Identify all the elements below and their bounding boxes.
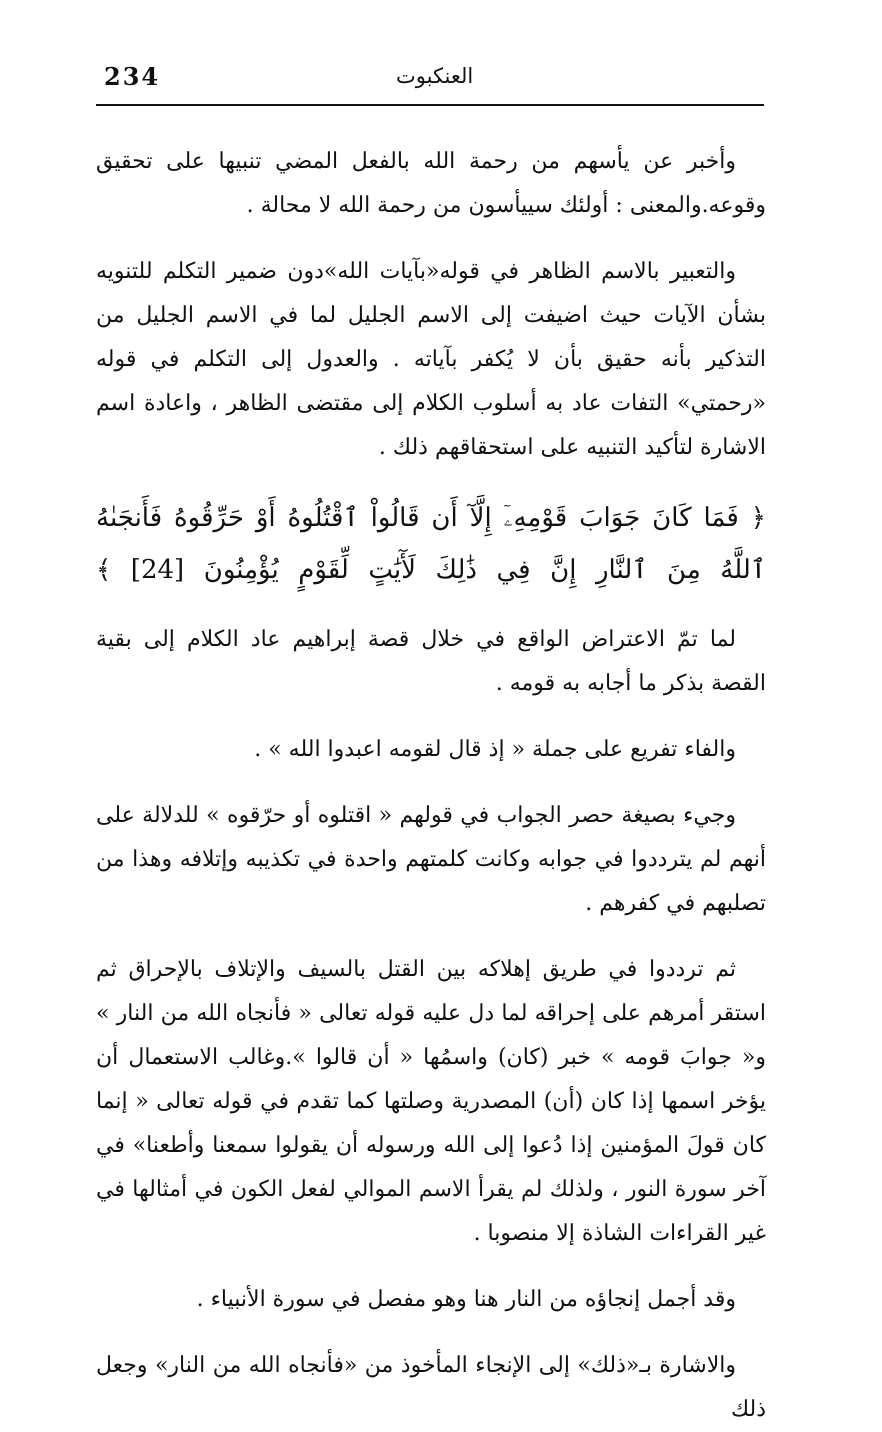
paragraph: ثم ترددوا في طريق إهلاكه بين القتل بالسيف والإتلاف بالإحراق ثم استقر أمرهم على إحراقه لما دل عليه قوله تعالى « فأنجاه الله من النار » و« جوابَ قومه » خبر (كان) واسمُها « أن قالوا ».وغالب الاستعمال أن يؤخر اسمها إذا كان (أن) المصدرية وصلتها كما تقدم في قوله تعالى « إنما كان قولَ المؤمنين إذا دُعوا إلى الله ورسوله أن يقولوا سمعنا وأطعنا» في آخر سورة النور ، ولذلك لم يقرأ الاسم الموالي لفعل الكون في أمثالها في غير القراءات الشاذة إلا منصوبا . — [96, 957, 766, 1246]
verse-close-bracket: ﴾ — [96, 555, 112, 585]
page-number: 234 — [104, 62, 161, 91]
quran-verse — [96, 492, 766, 596]
paragraph: والفاء تفريع على جملة « إذ قال لقومه اعبدوا الله » . — [254, 737, 736, 762]
verse-number: [24] — [130, 555, 185, 585]
paragraph-continued: والاشارة بـ«ذلك» إلى الإنجاء المأخوذ من «فأنجاه الله من النار» وجعل ذلك — [96, 1353, 766, 1422]
paragraph: وأخبر عن يأسهم من رحمة الله بالفعل المضي تنبيها على تحقيق وقوعه.والمعنى : أولئك سييأسون من رحمة الله لا محالة . — [96, 149, 766, 218]
running-title: العنكبوت — [396, 64, 474, 88]
header-divider — [96, 104, 764, 106]
paragraph: وقد أجمل إنجاؤه من النار هنا وهو مفصل في سورة الأنبياء . — [196, 1287, 736, 1312]
page-header — [96, 62, 764, 102]
paragraph: وجيء بصيغة حصر الجواب في قولهم « اقتلوه أو حرّقوه » للدلالة على أنهم لم يترددوا في جوابه وكانت كلمتهم واحدة في تكذيبه وإتلافه وهذا من تصلبهم في كفرهم . — [96, 803, 766, 916]
paragraph: لما تمّ الاعتراض الواقع في خلال قصة إبراهيم عاد الكلام إلى بقية القصة بذكر ما أجابه به قومه . — [96, 627, 766, 696]
verse-text: فَمَا كَانَ جَوَابَ قَوْمِهِۦٓ إِلَّآ أَن قَالُواْ ٱقْتُلُوهُ أَوْ حَرِّقُوهُ فَأَنجَىٰهُ ٱللَّهُ مِنَ ٱلنَّارِ إِنَّ فِي ذَٰلِكَ لَأٓيَٰتٍ لِّقَوْمٍ يُؤْمِنُونَ — [96, 503, 766, 585]
page-body — [96, 140, 766, 1432]
paragraph: والتعبير بالاسم الظاهر في قوله«بآيات الله»دون ضمير التكلم للتنويه بشأن الآيات حيث اضيفت إلى الاسم الجليل لما في الاسم الجليل من التذكير بأنه حقيق بأن لا يُكفر بآياته . والعدول إلى التكلم في قوله «رحمتي» التفات عاد به أسلوب الكلام إلى مقتضى الظاهر ، واعادة اسم الاشارة لتأكيد التنبيه على استحقاقهم ذلك . — [96, 259, 766, 460]
verse-open-bracket: ﴿ — [750, 503, 766, 533]
